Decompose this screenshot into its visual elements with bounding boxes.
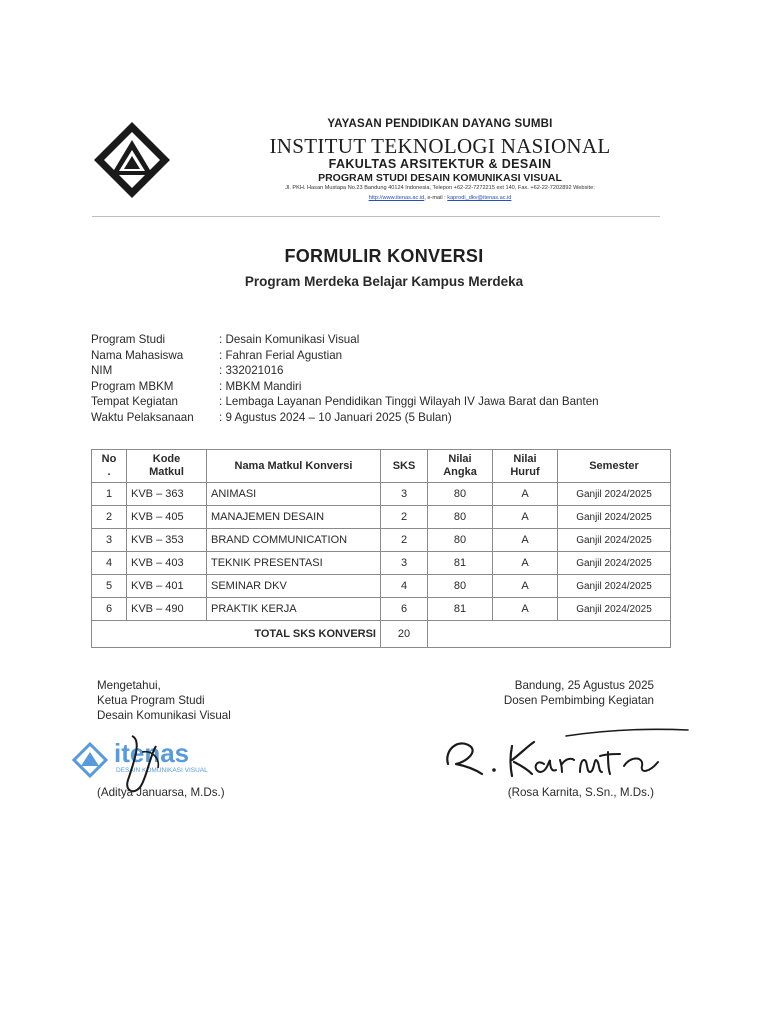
cell-angka: 80: [428, 506, 493, 529]
cell-huruf: A: [493, 575, 558, 598]
header-semester: Semester: [558, 450, 671, 483]
right-signature-block: [440, 678, 654, 708]
header-sks: SKS: [381, 450, 428, 483]
study-program-name: PROGRAM STUDI DESAIN KOMUNIKASI VISUAL: [318, 172, 562, 184]
info-label: Waktu Pelaksanaan: [91, 410, 194, 424]
cell-semester: Ganjil 2024/2025: [558, 506, 671, 529]
cell-kode: KVB – 490: [127, 598, 207, 621]
student-info: [91, 332, 599, 426]
letterhead-contact: [228, 195, 652, 201]
info-row-nama-mahasiswa: [91, 348, 599, 364]
cell-nama: PRAKTIK KERJA: [207, 598, 381, 621]
cell-kode: KVB – 401: [127, 575, 207, 598]
conversion-table: [91, 449, 671, 648]
info-value: : Fahran Ferial Agustian: [219, 348, 343, 362]
svg-text:DESAIN KOMUNIKASI VISUAL: DESAIN KOMUNIKASI VISUAL: [116, 767, 208, 774]
header-no: No .: [92, 450, 127, 483]
cell-huruf: A: [493, 506, 558, 529]
cell-kode: KVB – 353: [127, 529, 207, 552]
info-row-waktu-pelaksanaan: [91, 410, 599, 426]
acknowledged-label: Mengetahui,: [97, 679, 161, 692]
header-nilai-huruf: Nilai Huruf: [493, 450, 558, 483]
cell-angka: 81: [428, 598, 493, 621]
cell-kode: KVB – 405: [127, 506, 207, 529]
cell-kode: KVB – 403: [127, 552, 207, 575]
header-kode: Kode Matkul: [127, 450, 207, 483]
cell-no: 5: [92, 575, 127, 598]
cell-semester: Ganjil 2024/2025: [558, 483, 671, 506]
right-signer-name: (Rosa Karnita, S.Sn., M.Ds.): [507, 786, 654, 799]
cell-sks: 3: [381, 483, 428, 506]
document-title: FORMULIR KONVERSI: [284, 246, 484, 266]
faculty-name: FAKULTAS ARSITEKTUR & DESAIN: [328, 157, 552, 171]
info-label: Program Studi: [91, 333, 166, 346]
cell-nama: TEKNIK PRESENTASI: [207, 552, 381, 575]
email-link[interactable]: kaprodi_dkv@itenas.ac.id: [447, 195, 512, 201]
itenas-logo-icon: [92, 120, 172, 200]
letterhead-address: Jl. PKH. Hasan Mustapa No.23 Bandung 40124 Indonesia, Telepon +62-22-7272215 ext 140, Fax. +62-22-7202892 Website:: [285, 185, 595, 191]
cell-nama: SEMINAR DKV: [207, 575, 381, 598]
left-signer-name: (Aditya Januarsa, M.Ds.): [97, 786, 225, 799]
info-label: Tempat Kegiatan: [91, 395, 179, 409]
info-value: : 332021016: [219, 364, 284, 378]
cell-huruf: A: [493, 483, 558, 506]
cell-angka: 81: [428, 552, 493, 575]
cell-no: 2: [92, 506, 127, 529]
cell-huruf: A: [493, 552, 558, 575]
foundation-name: YAYASAN PENDIDIKAN DAYANG SUMBI: [327, 118, 553, 130]
table-row: [92, 529, 671, 552]
email-label: , e-mail :: [424, 195, 448, 201]
right-signer-role: Dosen Pembimbing Kegiatan: [503, 694, 654, 707]
cell-semester: Ganjil 2024/2025: [558, 598, 671, 621]
table-row: [92, 598, 671, 621]
table-row: [92, 575, 671, 598]
header-nama: Nama Matkul Konversi: [207, 450, 381, 483]
table-header-row: [92, 450, 671, 483]
cell-semester: Ganjil 2024/2025: [558, 529, 671, 552]
info-value: : 9 Agustus 2024 – 10 Januari 2025 (5 Bulan): [219, 410, 452, 424]
website-link[interactable]: http://www.itenas.ac.id: [368, 195, 425, 201]
cell-nama: ANIMASI: [207, 483, 381, 506]
cell-no: 1: [92, 483, 127, 506]
info-row-tempat-kegiatan: [91, 394, 599, 410]
cell-angka: 80: [428, 483, 493, 506]
left-signer-role: Ketua Program Studi: [97, 694, 205, 707]
signing-place-date: Bandung, 25 Agustus 2025: [514, 679, 654, 692]
handwritten-signature-icon: [436, 716, 696, 786]
info-label: Nama Mahasiswa: [91, 348, 184, 362]
cell-no: 6: [92, 598, 127, 621]
cell-huruf: A: [493, 598, 558, 621]
left-signature-block: [97, 678, 231, 723]
letterhead-divider: [92, 216, 660, 217]
svg-text:itenas: itenas: [114, 738, 190, 768]
table-row: [92, 552, 671, 575]
left-signer-department: Desain Komunikasi Visual: [97, 709, 231, 722]
document-subtitle: Program Merdeka Belajar Kampus Merdeka: [244, 274, 524, 289]
cell-nama: MANAJEMEN DESAIN: [207, 506, 381, 529]
info-label: NIM: [91, 364, 113, 378]
info-value: : Desain Komunikasi Visual: [219, 333, 360, 346]
info-label: Program MBKM: [91, 379, 174, 393]
cell-no: 4: [92, 552, 127, 575]
cell-angka: 80: [428, 529, 493, 552]
cell-huruf: A: [493, 529, 558, 552]
cell-sks: 3: [381, 552, 428, 575]
cell-nama: BRAND COMMUNICATION: [207, 529, 381, 552]
total-sks-label: TOTAL SKS KONVERSI: [92, 621, 381, 648]
cell-no: 3: [92, 529, 127, 552]
info-row-nim: [91, 363, 599, 379]
table-row: [92, 483, 671, 506]
cell-sks: 6: [381, 598, 428, 621]
total-row-blank: [428, 621, 671, 648]
info-row-program-mbkm: [91, 379, 599, 395]
cell-sks: 4: [381, 575, 428, 598]
cell-angka: 80: [428, 575, 493, 598]
cell-semester: Ganjil 2024/2025: [558, 552, 671, 575]
table-total-row: [92, 621, 671, 648]
info-value: : Lembaga Layanan Pendidikan Tinggi Wilayah IV Jawa Barat dan Banten: [219, 395, 599, 409]
cell-sks: 2: [381, 529, 428, 552]
table-row: [92, 506, 671, 529]
total-sks-value: 20: [381, 621, 428, 648]
cell-kode: KVB – 363: [127, 483, 207, 506]
header-nilai-angka: Nilai Angka: [428, 450, 493, 483]
cell-semester: Ganjil 2024/2025: [558, 575, 671, 598]
info-value: : MBKM Mandiri: [219, 379, 302, 393]
cell-sks: 2: [381, 506, 428, 529]
institute-name: INSTITUT TEKNOLOGI NASIONAL: [269, 134, 611, 158]
info-row-program-studi: [91, 332, 599, 348]
